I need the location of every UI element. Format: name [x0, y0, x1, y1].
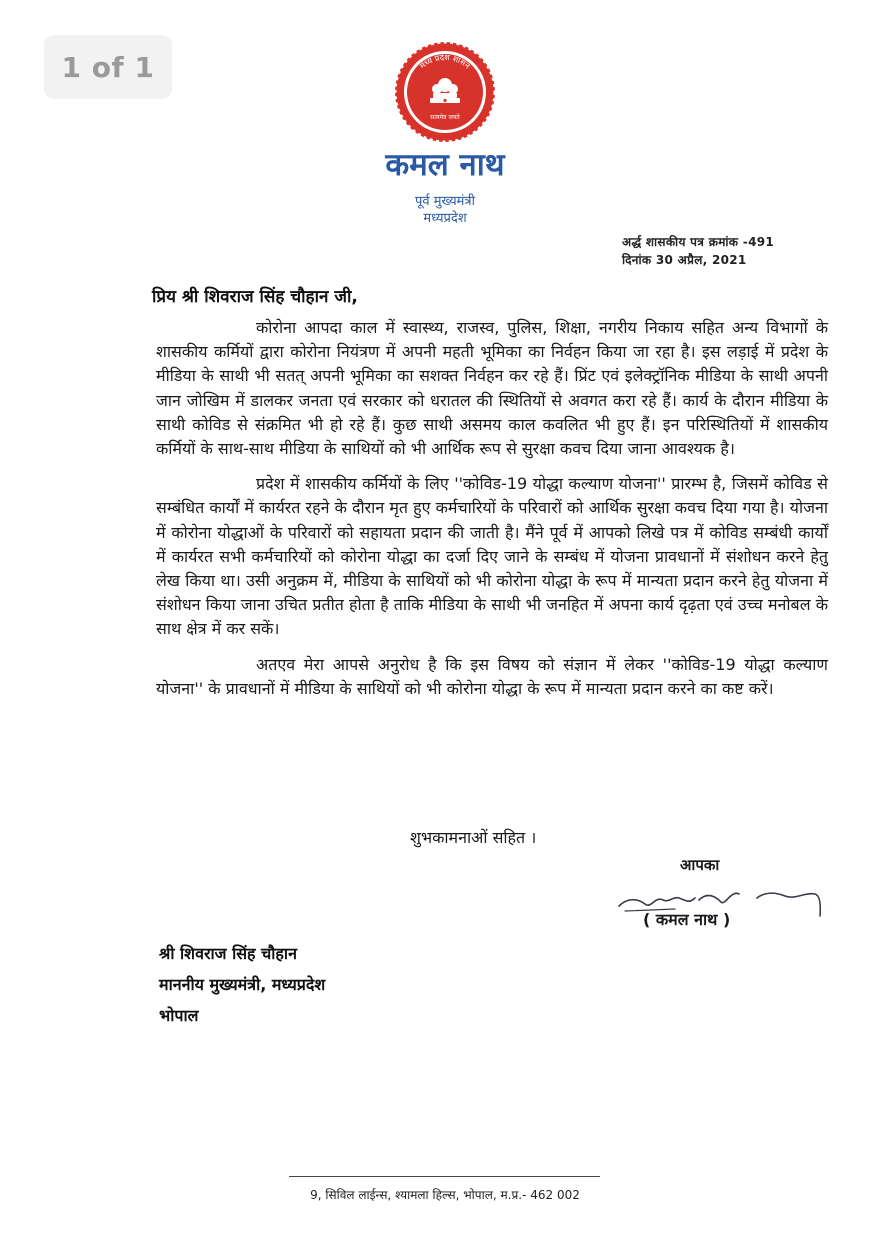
recipient-designation: माननीय मुख्यमंत्री, मध्यप्रदेश	[159, 975, 326, 994]
closing-greeting: शुभकामनाओं सहित ।	[410, 828, 537, 847]
letter-date: दिनांक 30 अप्रैल, 2021	[622, 253, 747, 267]
emblem-ring-text: मध्य प्रदेश शासन	[418, 52, 472, 71]
body-paragraph: कोरोना आपदा काल में स्वास्थ्य, राजस्व, पुलिस, शिक्षा, नगरीय निकाय सहित अन्य विभागों के शासकीय कर्मियों द्वारा कोरोना नियंत्रण में अपनी महती भूमिका का निर्वहन किया जा रहा है। इस लड़ाई में प्रदेश के मीडिया के साथी भी सतत् अपनी भूमिका का सशक्त निर्वहन कर रहे हैं। प्रिंट एवं इलेक्ट्रॉनिक मीडिया के साथी अपनी जान जोखिम में डालकर जनता एवं सरकार को धरातल की स्थितियों से अवगत करा रहे हैं। कार्य के दौरान मीडिया के साथी कोविड से संक्रमित भी हो रहे हैं। कुछ साथी असमय काल कवलित भी हुए हैं। इन परिस्थितियों में शासकीय कर्मियों के साथ-साथ मीडिया के साथियों को भी आर्थिक रूप से सुरक्षा कवच दिया जाना आवश्यक है।	[156, 318, 828, 459]
recipient-name: श्री शिवराज सिंह चौहान	[159, 944, 297, 963]
sender-title	[300, 193, 590, 227]
letter-body	[156, 316, 828, 712]
letter-number: अर्द्ध शासकीय पत्र क्रमांक -491	[622, 235, 775, 249]
state-emblem-seal	[393, 40, 497, 144]
page-counter-badge: 1 of 1	[44, 35, 172, 99]
sender-title-line1: पूर्व मुख्यमंत्री	[415, 194, 475, 209]
salutation: प्रिय श्री शिवराज सिंह चौहान जी,	[152, 287, 358, 307]
sender-title-line2: मध्यप्रदेश	[423, 211, 467, 226]
body-paragraph: अतएव मेरा आपसे अनुरोध है कि इस विषय को संज्ञान में लेकर ''कोविड-19 योद्धा कल्याण योजना'' के प्रावधानों में मीडिया के साथियों को भी कोरोना योद्धा के रूप में मान्यता प्रदान करने का कष्ट करें।	[156, 654, 828, 698]
sender-name: कमल नाथ	[385, 147, 505, 183]
letter-reference	[622, 233, 774, 269]
footer-divider	[289, 1176, 600, 1177]
body-paragraph: प्रदेश में शासकीय कर्मियों के लिए ''कोविड-19 योद्धा कल्याण योजना'' प्रारम्भ है, जिसमें कोविड से सम्बंधित कार्यों में कार्यरत रहने के दौरान मृत हुए कर्मचारियों के परिवारों को आर्थिक सुरक्षा कवच दिया गया है। योजना में कोरोना योद्धाओं के परिवारों को सहायता प्रदान की जाती है। मैंने पूर्व में आपको लिखे पत्र में कोविड सम्बंधी कार्यों में कार्यरत सभी कर्मचारियों को कोरोना योद्धा का दर्जा दिए जाने के सम्बंध में योजना प्रावधानों में संशोधन करने हेतु लेख किया था। उसी अनुक्रम में, मीडिया के साथियों को भी कोरोना योद्धा के रूप में मान्यता प्रदान करने हेतु योजना में संशोधन किया जाना उचित प्रतीत होता है ताकि मीडिया के साथी भी जनहित में अपना कार्य दृढ़ता एवं उच्च मनोबल के साथ क्षेत्र में कर सकें।	[156, 474, 828, 639]
emblem-motto: सत्यमेव जयते	[430, 114, 460, 121]
recipient-address	[159, 938, 325, 1031]
footer-address: 9, सिविल लाईन्स, श्यामला हिल्स, भोपाल, म.प्र.- 462 002	[310, 1188, 580, 1202]
recipient-city: भोपाल	[159, 1006, 199, 1025]
signer-name: ( कमल नाथ )	[643, 910, 731, 929]
yours-line: आपका	[680, 856, 720, 874]
